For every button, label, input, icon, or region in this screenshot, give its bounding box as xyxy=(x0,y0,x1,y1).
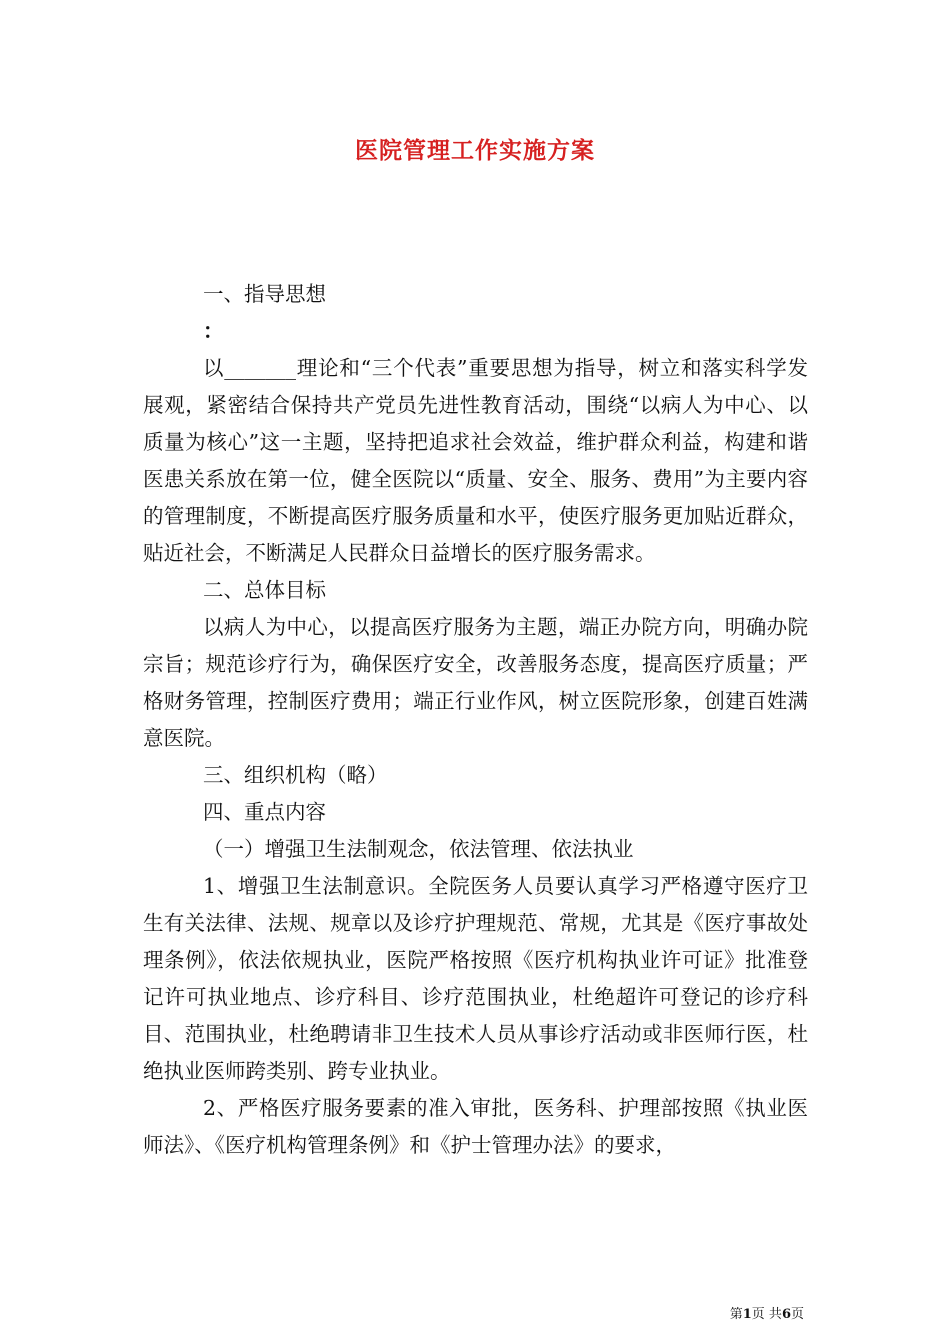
document-body xyxy=(143,276,808,1164)
section-heading-1: 一、指导思想 xyxy=(203,282,326,306)
stray-colon: ： xyxy=(203,319,224,343)
section-paragraph-2: 以病人为中心，以提高医疗服务为主题，端正办院方向，明确办院宗旨；规范诊疗行为，确保医疗安全，改善服务态度，提高医疗质量；严格财务管理，控制医疗费用；端正行业作风，树立医院形象，创建百姓满意医院。 xyxy=(143,615,808,750)
document-title: 医院管理工作实施方案 xyxy=(355,137,595,164)
section-heading-2: 二、总体目标 xyxy=(203,578,326,602)
footer-middle: 页 共 xyxy=(751,1307,782,1322)
section-paragraph-1: 以_______理论和“三个代表”重要思想为指导，树立和落实科学发展观，紧密结合保持共产党员先进性教育活动，围绕“以病人为中心、以质量为核心”这一主题，坚持把追求社会效益，维护群众利益，构建和谐医患关系放在第一位，健全医院以“质量、安全、服务、费用”为主要内容的管理制度，不断提高医疗服务质量和水平，使医疗服务更加贴近群众，贴近社会，不断满足人民群众日益增长的医疗服务需求。 xyxy=(143,356,808,565)
page-number-footer xyxy=(730,1303,804,1322)
list-item-2: 2、严格医疗服务要素的准入审批，医务科、护理部按照《执业医师法》、《医疗机构管理条例》和《护士管理办法》的要求， xyxy=(143,1096,808,1157)
subsection-heading-1: （一）增强卫生法制观念，依法管理、依法执业 xyxy=(203,837,634,861)
footer-suffix: 页 xyxy=(790,1307,804,1322)
list-item-1: 1、增强卫生法制意识。全院医务人员要认真学习严格遵守医疗卫生有关法律、法规、规章以及诊疗护理规范、常规，尤其是《医疗事故处理条例》，依法依规执业，医院严格按照《医疗机构执业许可证》批准登记许可执业地点、诊疗科目、诊疗范围执业，杜绝超许可登记的诊疗科目、范围执业，杜绝聘请非卫生技术人员从事诊疗活动或非医师行医，杜绝执业医师跨类别、跨专业执业。 xyxy=(143,874,808,1083)
footer-prefix: 第 xyxy=(729,1307,743,1322)
section-heading-4: 四、重点内容 xyxy=(203,800,326,824)
footer-current-page: 1 xyxy=(742,1307,752,1322)
footer-total-pages: 6 xyxy=(781,1307,791,1322)
section-heading-3: 三、组织机构（略） xyxy=(203,763,388,787)
